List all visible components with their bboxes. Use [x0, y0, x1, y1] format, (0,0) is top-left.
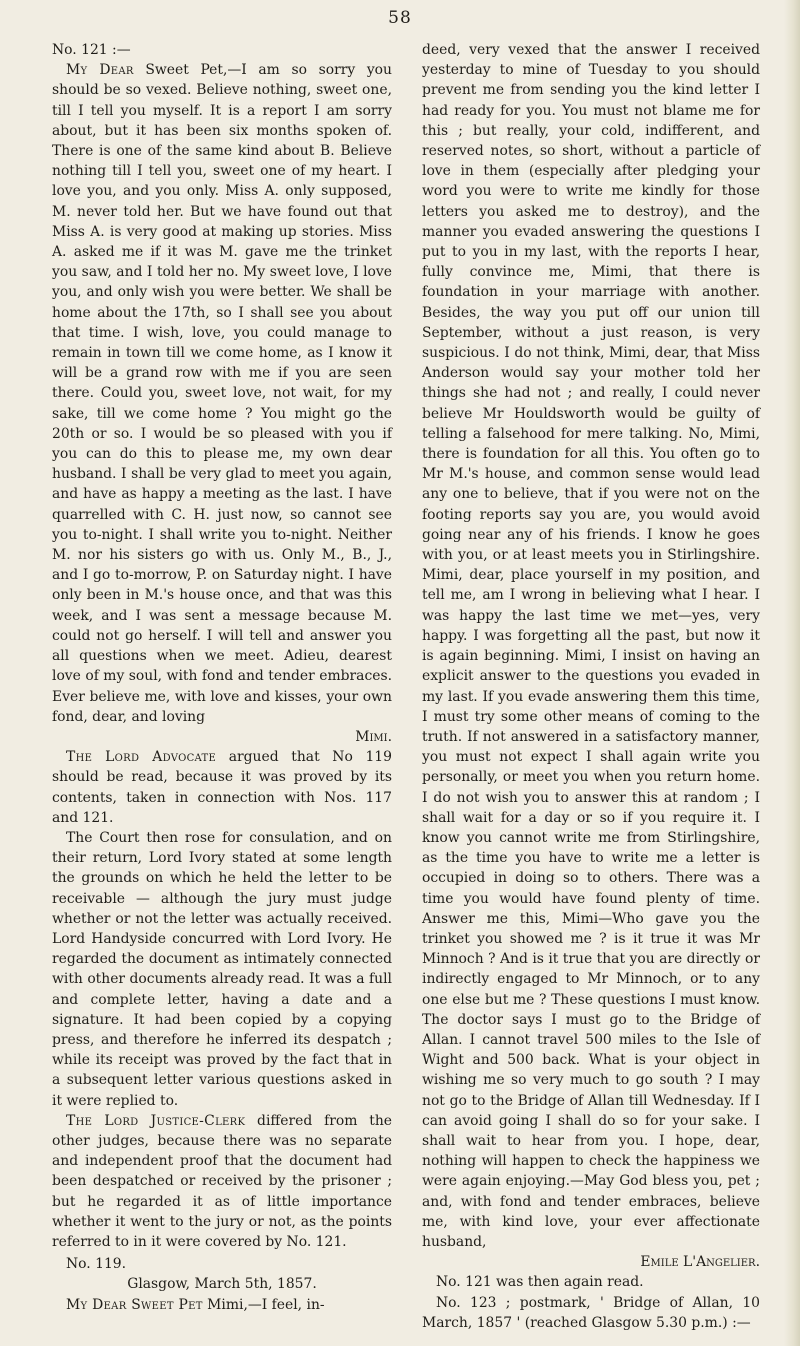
paragraph-body: The Court then rose for consulation, and on their return, Lord Ivory stated at some length the grounds on which he held the letter to be receivable — although the jury must judge whether or not the letter was actually received. Lord Handyside concurred with Lord Ivory. He regarded the document as intimately connected with other documents already read. It was a full and complete letter, having a date and a signature. It had been copied by a copying press, and therefore he inferred its despatch ; while its receipt was proved by the fact that in a subsequent letter various questions asked in it were replied to. [52, 829, 392, 1109]
court-paragraph [52, 1111, 392, 1252]
left-column [52, 40, 392, 1315]
paragraph-body: differed from the other judges, because there was no separate and independent proof that the document had been despatched or received by the prisoner ; but he regarded it as of little importance whether it went to the jury or not, as the points referred to in it were covered by No. 121. [52, 1112, 392, 1250]
letter-dateline: Glasgow, March 5th, 1857. [127, 1276, 317, 1293]
letter-heading: No. 121 :— [52, 42, 131, 58]
signature: Emile L'Angelier. [640, 1254, 760, 1271]
letter-body: Mimi,—I feel, in- [202, 1296, 325, 1313]
right-column [422, 40, 760, 1333]
letter-paragraph [52, 60, 392, 727]
page-number: 58 [388, 8, 412, 28]
letter-opening [52, 1295, 392, 1315]
court-paragraph [52, 747, 392, 828]
letter-heading: No. 123 ; postmark, ' Bridge of Allan, 10 March, 1857 ' (reached Glasgow 5.30 p.m.) :— [422, 1294, 760, 1331]
salutation: My Dear Sweet Pet [66, 1296, 203, 1313]
salutation: My Dear [66, 62, 134, 79]
letter-number: No. 119. [66, 1256, 127, 1273]
letter-continuation: deed, very vexed that the answer I received yesterday to mine of Tuesday to you should prevent me from sending you the kind letter I had ready for you. You must not blame me for this ; but really, your cold, indifferent, and reserved notes, so short, without a particle of love in them (especially after pledging your word you were to write me kindly for those letters you asked me to destroy), and the manner you evaded answering the questions I put to you in my last, with the reports I hear, fully convince me, Mimi, that there is foundation in your marriage with another. Besides, the way you put off our union till September, without a just reason, is very suspicious. I do not think, Mimi, dear, that Miss Anderson would say your mother told her things she had not ; and really, I could never believe Mr Houldsworth would be guilty of telling a falsehood for mere talking. No, Mimi, there is foundation for all this. You often go to Mr M.'s house, and common sense would lead any one to believe, that if you were not on the footing reports say you are, you would avoid going near any of his friends. I know he goes with you, or at least meets you in Stirlingshire. Mimi, dear, place yourself in my position, and tell me, am I wrong in believing what I hear. I was happy the last time we met—yes, very happy. I was forgetting all the past, but now it is again beginning. Mimi, I insist on having an explicit answer to the questions you evaded in my last. If you evade answering them this time, I must try some other means of coming to the truth. If not answered in a satisfactory manner, you must not expect I shall again write you personally, or meet you when you return home. I do not wish you to answer this at random ; I shall wait for a day or so if you require it. I know you cannot write me from Stirlingshire, as the time you have to write me a letter is occupied in doing so to others. There was a time you would have found plenty of time. Answer me this, Mimi—Who gave you the trinket you showed me ? is it true it was Mr Minnoch ? And is it true that you are directly or indirectly engaged to Mr Minnoch, or to any one else but me ? These questions I must know. The doctor says I must go to the Bridge of Allan. I cannot travel 500 miles to the Isle of Wight and 500 back. What is your object in wishing me so very much to go south ? I may not go to the Bridge of Allan till Wednesday. If I can avoid going I shall do so for your sake. I shall wait to hear from you. I hope, dear, nothing will happen to check the happiness we were again enjoying.—May God bless you, pet ; and, with fond and tender embraces, believe me, with kind love, your ever affectionate husband, [422, 42, 760, 1250]
speaker: The Lord Justice-Clerk [66, 1112, 246, 1129]
signature: Mimi. [355, 728, 392, 745]
court-paragraph [52, 828, 392, 1111]
speaker: The Lord Advocate [66, 749, 217, 766]
page-edge-shadow [784, 0, 800, 1346]
letter-body: Sweet Pet,—I am so sorry you should be so vexed. Believe nothing, sweet one, till I tell you myself. It is a report I am sorry about, but it has been six months spoken of. There is one of the same kind about B. Believe nothing till I tell you, sweet one of my heart. I love you, and you only. Miss A. only supposed, M. never told her. But we have found out that Miss A. is very good at making up stories. Miss A. asked me if it was M. gave me the trinket you saw, and I told her no. My sweet love, I love you, and only wish you were better. We shall be home about the 17th, so I shall see you about that time. I wish, love, you could manage to remain in town till we come home, as I know it will be a grand row with me if you are seen there. Could you, sweet love, not wait, for my sake, till we come home ? You might go the 20th or so. I would be so pleased with you if you can do this to please me, my own dear husband. I shall be very glad to meet you again, and have as happy a meeting as the last. I have quarrelled with C. H. just now, so cannot see you to-night. I shall write you to-night. Neither M. nor his sisters go with us. Only M., B., J., and I go to-morrow, P. on Saturday night. I have only been in M.'s house once, and that was this week, and I was sent a message because M. could not go herself. I will tell and answer you all questions when we meet. Adieu, dearest love of my soul, with fond and tender embraces. Ever believe me, with love and kisses, your own fond, dear, and loving [52, 62, 392, 725]
court-note: No. 121 was then again read. [436, 1274, 644, 1291]
paragraph-body: argued that No 119 should be read, because it was proved by its contents, taken in connection with Nos. 117 and 121. [52, 749, 392, 826]
